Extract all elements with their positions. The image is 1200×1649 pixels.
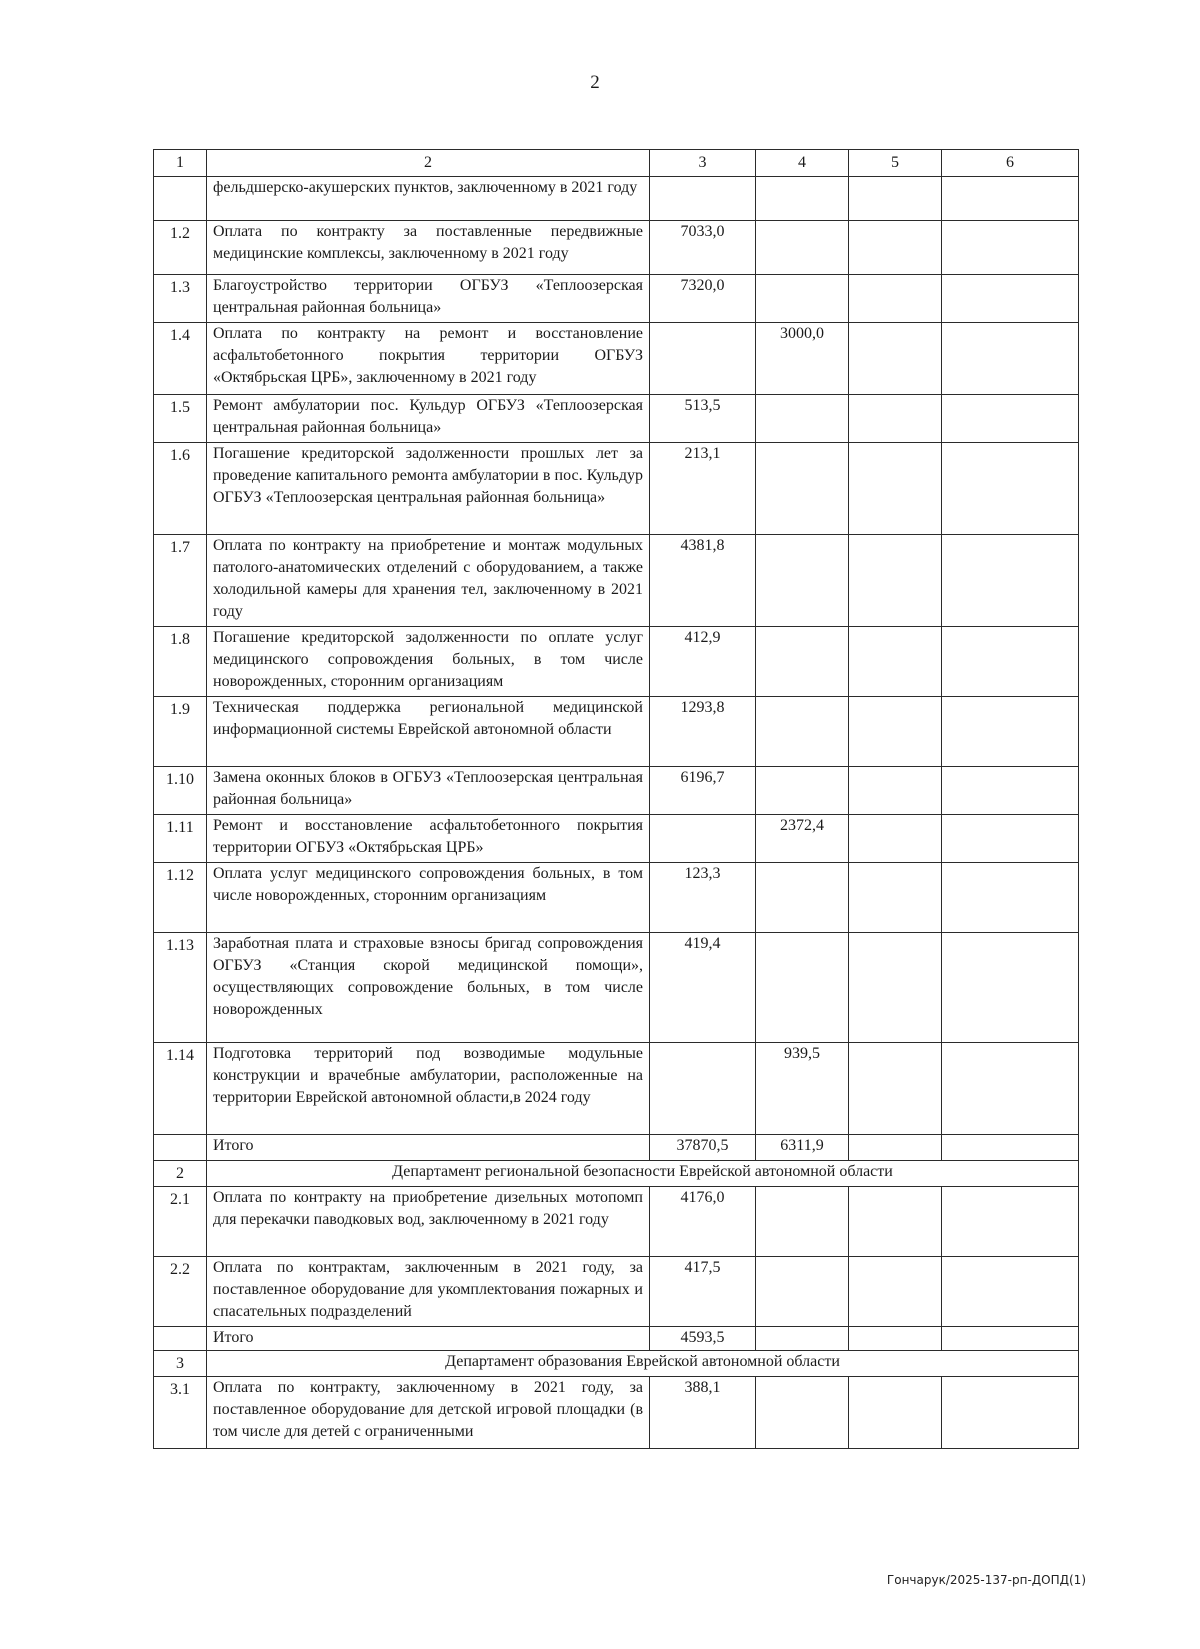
column-header: 1 <box>154 150 207 177</box>
column-header: 5 <box>849 150 942 177</box>
amount-col-3: 1293,8 <box>650 697 756 767</box>
row-number: 1.14 <box>154 1043 207 1135</box>
amount-col-5 <box>849 767 942 815</box>
amount-col-3: 7033,0 <box>650 221 756 275</box>
amount-col-4 <box>756 767 849 815</box>
amount-col-4 <box>756 1377 849 1449</box>
row-number: 2 <box>154 1161 207 1187</box>
row-description: Оплата по контракту, заключенному в 2021 году, за поставленное оборудование для детской игровой площадки (в том числе для детей с ограниченными <box>207 1377 650 1449</box>
amount-col-3: 7320,0 <box>650 275 756 323</box>
column-header: 4 <box>756 150 849 177</box>
amount-col-3: 513,5 <box>650 395 756 443</box>
budget-table <box>153 149 1079 1449</box>
amount-col-6 <box>942 275 1079 323</box>
row-number: 1.3 <box>154 275 207 323</box>
amount-col-3: 37870,5 <box>650 1135 756 1161</box>
table-row <box>154 933 1079 1043</box>
row-description: фельдшерско-акушерских пунктов, заключенному в 2021 году <box>207 177 650 221</box>
amount-col-3: 412,9 <box>650 627 756 697</box>
amount-col-3: 4176,0 <box>650 1187 756 1257</box>
table-row <box>154 177 1079 221</box>
amount-col-3 <box>650 1043 756 1135</box>
amount-col-3: 4381,8 <box>650 535 756 627</box>
amount-col-6 <box>942 443 1079 535</box>
row-description: Погашение кредиторской задолженности по оплате услуг медицинского сопровождения больных, в том числе новорожденных, сторонним организациям <box>207 627 650 697</box>
amount-col-6 <box>942 177 1079 221</box>
row-description: Заработная плата и страховые взносы бригад сопровождения ОГБУЗ «Станция скорой медицинской помощи», осуществляющих сопровождение больных, в том числе новорожденных <box>207 933 650 1043</box>
amount-col-5 <box>849 627 942 697</box>
row-description: Оплата по контракту за поставленные передвижные медицинские комплексы, заключенному в 2021 году <box>207 221 650 275</box>
table-row <box>154 443 1079 535</box>
row-number: 1.11 <box>154 815 207 863</box>
amount-col-3: 123,3 <box>650 863 756 933</box>
amount-col-3: 6196,7 <box>650 767 756 815</box>
row-description: Благоустройство территории ОГБУЗ «Теплоозерская центральная районная больница» <box>207 275 650 323</box>
amount-col-4 <box>756 1327 849 1351</box>
amount-col-5 <box>849 1257 942 1327</box>
amount-col-4 <box>756 221 849 275</box>
amount-col-3 <box>650 323 756 395</box>
amount-col-6 <box>942 1377 1079 1449</box>
amount-col-3 <box>650 815 756 863</box>
row-description: Замена оконных блоков в ОГБУЗ «Теплоозерская центральная районная больница» <box>207 767 650 815</box>
amount-col-3: 419,4 <box>650 933 756 1043</box>
amount-col-4 <box>756 275 849 323</box>
amount-col-4: 939,5 <box>756 1043 849 1135</box>
page-number: 2 <box>590 72 600 93</box>
table-row <box>154 221 1079 275</box>
section-row <box>154 1161 1079 1187</box>
amount-col-6 <box>942 697 1079 767</box>
amount-col-5 <box>849 815 942 863</box>
section-row <box>154 1351 1079 1377</box>
table-row <box>154 1257 1079 1327</box>
row-number: 3.1 <box>154 1377 207 1449</box>
table-row <box>154 863 1079 933</box>
row-description: Итого <box>207 1135 650 1161</box>
table-row <box>154 627 1079 697</box>
row-description: Оплата по контрактам, заключенным в 2021 году, за поставленное оборудование для укомплектования пожарных и спасательных подразделений <box>207 1257 650 1327</box>
row-number: 1.5 <box>154 395 207 443</box>
table-row <box>154 535 1079 627</box>
amount-col-5 <box>849 443 942 535</box>
total-row <box>154 1327 1079 1351</box>
amount-col-5 <box>849 1327 942 1351</box>
amount-col-5 <box>849 177 942 221</box>
amount-col-5 <box>849 323 942 395</box>
amount-col-5 <box>849 535 942 627</box>
amount-col-4 <box>756 443 849 535</box>
amount-col-4 <box>756 395 849 443</box>
amount-col-6 <box>942 221 1079 275</box>
amount-col-5 <box>849 1377 942 1449</box>
total-row <box>154 1135 1079 1161</box>
amount-col-4: 6311,9 <box>756 1135 849 1161</box>
amount-col-3 <box>650 177 756 221</box>
row-description: Ремонт и восстановление асфальтобетонного покрытия территории ОГБУЗ «Октябрьская ЦРБ» <box>207 815 650 863</box>
amount-col-6 <box>942 1187 1079 1257</box>
amount-col-4 <box>756 863 849 933</box>
amount-col-3: 388,1 <box>650 1377 756 1449</box>
table-row <box>154 1377 1079 1449</box>
amount-col-3: 213,1 <box>650 443 756 535</box>
amount-col-5 <box>849 1187 942 1257</box>
amount-col-4 <box>756 1187 849 1257</box>
row-number: 1.8 <box>154 627 207 697</box>
row-description: Подготовка территорий под возводимые модульные конструкции и врачебные амбулатории, расположенные на территории Еврейской автономной области,в 2024 году <box>207 1043 650 1135</box>
row-number: 3 <box>154 1351 207 1377</box>
row-number: 1.10 <box>154 767 207 815</box>
amount-col-6 <box>942 535 1079 627</box>
amount-col-4 <box>756 697 849 767</box>
row-number: 1.9 <box>154 697 207 767</box>
table-row <box>154 275 1079 323</box>
table-row <box>154 323 1079 395</box>
amount-col-5 <box>849 1135 942 1161</box>
amount-col-6 <box>942 1135 1079 1161</box>
amount-col-4 <box>756 1257 849 1327</box>
document-footer-code: Гончарук/2025-137-рп-ДОПД(1) <box>886 1573 1086 1587</box>
amount-col-6 <box>942 933 1079 1043</box>
amount-col-6 <box>942 1043 1079 1135</box>
table-row <box>154 697 1079 767</box>
amount-col-3: 417,5 <box>650 1257 756 1327</box>
amount-col-6 <box>942 1327 1079 1351</box>
amount-col-6 <box>942 863 1079 933</box>
table-header-row <box>154 150 1079 177</box>
row-description: Техническая поддержка региональной медицинской информационной системы Еврейской автономной области <box>207 697 650 767</box>
row-number: 2.1 <box>154 1187 207 1257</box>
section-title: Департамент региональной безопасности Еврейской автономной области <box>207 1161 1079 1187</box>
row-number: 1.7 <box>154 535 207 627</box>
amount-col-6 <box>942 323 1079 395</box>
amount-col-4: 2372,4 <box>756 815 849 863</box>
amount-col-5 <box>849 395 942 443</box>
amount-col-6 <box>942 815 1079 863</box>
section-title: Департамент образования Еврейской автономной области <box>207 1351 1079 1377</box>
row-description: Оплата услуг медицинского сопровождения больных, в том числе новорожденных, сторонним организациям <box>207 863 650 933</box>
column-header: 2 <box>207 150 650 177</box>
amount-col-4 <box>756 177 849 221</box>
row-number <box>154 1135 207 1161</box>
amount-col-6 <box>942 627 1079 697</box>
row-description: Ремонт амбулатории пос. Кульдур ОГБУЗ «Теплоозерская центральная районная больница» <box>207 395 650 443</box>
amount-col-6 <box>942 767 1079 815</box>
row-number: 1.2 <box>154 221 207 275</box>
amount-col-5 <box>849 933 942 1043</box>
amount-col-4: 3000,0 <box>756 323 849 395</box>
amount-col-6 <box>942 395 1079 443</box>
row-description: Погашение кредиторской задолженности прошлых лет за проведение капитального ремонта амбулатории в пос. Кульдур ОГБУЗ «Теплоозерская центральная районная больница» <box>207 443 650 535</box>
amount-col-4 <box>756 933 849 1043</box>
amount-col-4 <box>756 535 849 627</box>
table-row <box>154 767 1079 815</box>
row-description: Итого <box>207 1327 650 1351</box>
amount-col-6 <box>942 1257 1079 1327</box>
amount-col-3: 4593,5 <box>650 1327 756 1351</box>
table-row <box>154 395 1079 443</box>
amount-col-5 <box>849 1043 942 1135</box>
amount-col-5 <box>849 221 942 275</box>
row-number: 1.4 <box>154 323 207 395</box>
row-number: 1.12 <box>154 863 207 933</box>
amount-col-5 <box>849 697 942 767</box>
row-number: 2.2 <box>154 1257 207 1327</box>
column-header: 6 <box>942 150 1079 177</box>
table-row <box>154 1187 1079 1257</box>
amount-col-5 <box>849 275 942 323</box>
row-description: Оплата по контракту на приобретение и монтаж модульных патолого-анатомических отделений с оборудованием, а также холодильной камеры для хранения тел, заключенному в 2021 году <box>207 535 650 627</box>
row-number: 1.6 <box>154 443 207 535</box>
amount-col-5 <box>849 863 942 933</box>
row-number <box>154 1327 207 1351</box>
row-number: 1.13 <box>154 933 207 1043</box>
table-row <box>154 815 1079 863</box>
column-header: 3 <box>650 150 756 177</box>
table-row <box>154 1043 1079 1135</box>
row-description: Оплата по контракту на приобретение дизельных мотопомп для перекачки паводковых вод, заключенному в 2021 году <box>207 1187 650 1257</box>
row-description: Оплата по контракту на ремонт и восстановление асфальтобетонного покрытия территории ОГБУЗ «Октябрьская ЦРБ», заключенному в 2021 году <box>207 323 650 395</box>
amount-col-4 <box>756 627 849 697</box>
row-number <box>154 177 207 221</box>
